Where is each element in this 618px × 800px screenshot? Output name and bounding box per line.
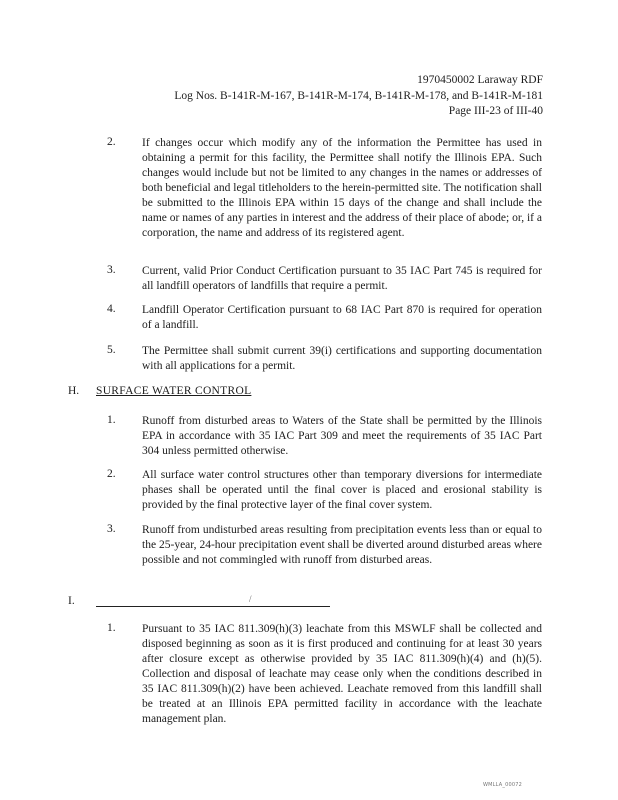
section-h-letter: H. bbox=[68, 385, 80, 397]
item-number: 2. bbox=[107, 468, 116, 480]
section-h-title: SURFACE WATER CONTROL bbox=[96, 385, 252, 397]
item-text: Current, valid Prior Conduct Certification pursuant to 35 IAC Part 745 is required for all landfill operators of landfills that require a permit. bbox=[142, 265, 542, 292]
facility-id-line: 1970450002 Laraway RDF bbox=[417, 74, 543, 86]
item-text: Runoff from undisturbed areas resulting from precipitation events less than or equal to the 25-year, 24-hour precipitation event shall be diverted around disturbed areas where possible and not commingled with runoff from disturbed areas. bbox=[142, 524, 542, 566]
section-i-title-rule bbox=[96, 606, 330, 607]
item-text: If changes occur which modify any of the information the Permittee has used in obtaining a permit for this facility, the Permittee shall notify the Illinois EPA. Such changes would include but not be limited to any changes in the names or addresses of both beneficial and legal titleholders to the herein-permitted site. The notification shall be submitted to the Illinois EPA within 15 days of the change and shall include the name or names of any parties in interest and the address of their place of abode; or, if a corporation, the name and address of its registered agent. bbox=[142, 137, 542, 239]
item-number: 5. bbox=[107, 344, 116, 356]
item-text: All surface water control structures other than temporary diversions for intermediate phases shall be operated until the final cover is placed and erosional stability is provided by the final protective layer of the final cover system. bbox=[142, 469, 542, 511]
page-number-line: Page III-23 of III-40 bbox=[448, 105, 543, 117]
log-numbers-line: Log Nos. B-141R-M-167, B-141R-M-174, B-141R-M-178, and B-141R-M-181 bbox=[174, 90, 543, 102]
item-number: 3. bbox=[107, 523, 116, 535]
item-number: 1. bbox=[107, 414, 116, 426]
item-number: 1. bbox=[107, 622, 116, 634]
item-text: Runoff from disturbed areas to Waters of the State shall be permitted by the Illinois EPA in accordance with 35 IAC Part 309 and meet the requirements of 35 IAC Part 304 unless permitted otherwise. bbox=[142, 415, 542, 457]
item-number: 4. bbox=[107, 303, 116, 315]
section-i-letter: I. bbox=[68, 595, 75, 607]
item-number: 3. bbox=[107, 264, 116, 276]
item-text: The Permittee shall submit current 39(i) certifications and supporting documentation with all applications for a permit. bbox=[142, 345, 542, 372]
item-text: Pursuant to 35 IAC 811.309(h)(3) leachate from this MSWLF shall be collected and disposed beginning as soon as it is first produced and continuing for at least 30 years after closure except as otherwise provided by 35 IAC 811.309(h)(4) and (h)(5). Collection and disposal of leachate may cease only when the conditions described in 35 IAC 811.309(h)(2) have been achieved. Leachate removed from this landfill shall be treated at an Illinois EPA permitted facility in accordance with the leachate management plan. bbox=[142, 623, 542, 725]
item-number: 2. bbox=[107, 136, 116, 148]
section-i-faint-mark: / bbox=[249, 594, 252, 604]
bates-stamp: WMLLA_00072 bbox=[483, 782, 522, 788]
item-text: Landfill Operator Certification pursuant to 68 IAC Part 870 is required for operation of a landfill. bbox=[142, 304, 542, 331]
